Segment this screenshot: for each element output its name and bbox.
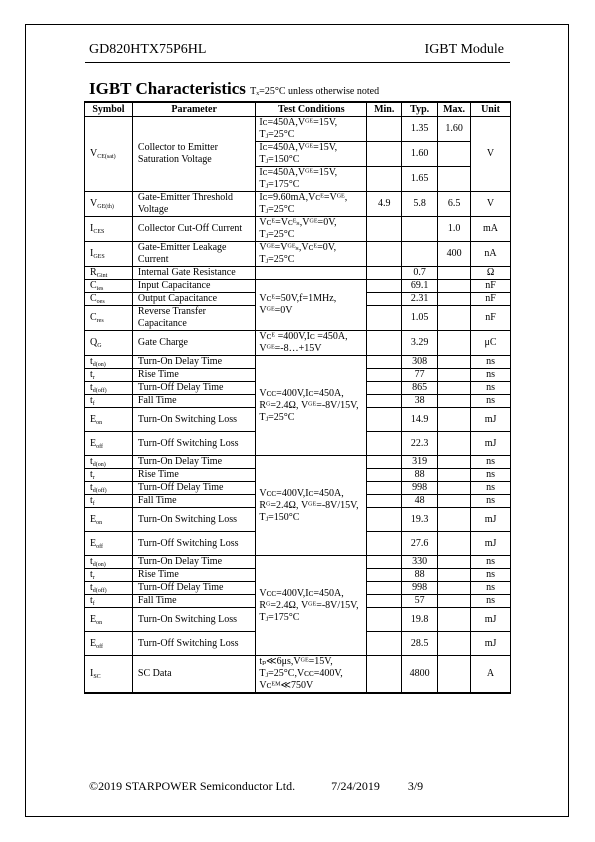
- typ-cell: 38: [402, 395, 438, 408]
- typ-cell: 330: [402, 556, 438, 569]
- table-row: [85, 356, 511, 369]
- unit-cell: ns: [471, 582, 511, 595]
- min-cell: [367, 569, 402, 582]
- min-cell: [367, 267, 402, 280]
- col-header: Min.: [367, 102, 402, 117]
- min-cell: [367, 306, 402, 331]
- section-note: Tₓ=25°C unless otherwise noted: [250, 86, 380, 97]
- unit-cell: A: [471, 656, 511, 694]
- typ-cell: 1.35: [402, 117, 438, 142]
- symbol-cell: $t_f$: [85, 495, 133, 508]
- unit-cell: ns: [471, 482, 511, 495]
- typ-cell: 2.31: [402, 293, 438, 306]
- unit-cell: μC: [471, 331, 511, 356]
- symbol-cell: $C_{oes}$: [85, 293, 133, 306]
- min-cell: [367, 469, 402, 482]
- min-cell: [367, 293, 402, 306]
- typ-cell: 308: [402, 356, 438, 369]
- table-row: [85, 280, 511, 293]
- max-cell: [438, 656, 471, 694]
- parameter-cell: Rise Time: [132, 469, 255, 482]
- parameter-cell: Fall Time: [132, 495, 255, 508]
- typ-cell: 19.8: [402, 608, 438, 632]
- max-cell: [438, 582, 471, 595]
- max-cell: [438, 356, 471, 369]
- max-cell: [438, 508, 471, 532]
- unit-cell: ns: [471, 382, 511, 395]
- table-row: [85, 267, 511, 280]
- symbol-cell: $I_{GES}$: [85, 242, 133, 267]
- max-cell: [438, 532, 471, 556]
- unit-cell: nF: [471, 306, 511, 331]
- typ-cell: 4800: [402, 656, 438, 694]
- unit-cell: ns: [471, 369, 511, 382]
- unit-cell: ns: [471, 569, 511, 582]
- max-cell: 6.5: [438, 192, 471, 217]
- min-cell: [367, 556, 402, 569]
- unit-cell: V: [471, 117, 511, 192]
- unit-cell: mJ: [471, 608, 511, 632]
- min-cell: [367, 595, 402, 608]
- min-cell: [367, 632, 402, 656]
- footer: [89, 779, 423, 794]
- copyright: ©2019 STARPOWER Semiconductor Ltd.: [89, 779, 296, 793]
- part-number: GD820HTX75P6HL: [89, 42, 207, 57]
- condition-cell: Vᴄᴄ=400V,Iᴄ=450A, Rᴳ=2.4Ω, Vᴳᴱ=-8V/15V, Tⱼ=175°C: [256, 556, 367, 656]
- parameter-cell: Input Capacitance: [132, 280, 255, 293]
- max-cell: [438, 556, 471, 569]
- parameter-cell: Gate-Emitter Leakage Current: [132, 242, 255, 267]
- max-cell: [438, 569, 471, 582]
- symbol-cell: $t_r$: [85, 369, 133, 382]
- parameter-cell: Fall Time: [132, 395, 255, 408]
- parameter-cell: Turn-Off Switching Loss: [132, 532, 255, 556]
- min-cell: [367, 608, 402, 632]
- max-cell: [438, 595, 471, 608]
- typ-cell: 998: [402, 482, 438, 495]
- min-cell: [367, 495, 402, 508]
- unit-cell: ns: [471, 356, 511, 369]
- max-cell: [438, 456, 471, 469]
- symbol-cell: $Q_G$: [85, 331, 133, 356]
- min-cell: [367, 117, 402, 142]
- symbol-cell: $t_{d(on)}$: [85, 556, 133, 569]
- unit-cell: V: [471, 192, 511, 217]
- table-body: [85, 117, 511, 694]
- symbol-cell: $t_f$: [85, 395, 133, 408]
- min-cell: [367, 369, 402, 382]
- condition-cell: [256, 267, 367, 280]
- symbol-cell: $t_f$: [85, 595, 133, 608]
- table-row: [85, 242, 511, 267]
- unit-cell: mJ: [471, 508, 511, 532]
- condition-cell: Vᴳᴱ=Vᴳᴱₛ,Vᴄᴱ=0V, Tⱼ=25°C: [256, 242, 367, 267]
- min-cell: [367, 582, 402, 595]
- unit-cell: ns: [471, 395, 511, 408]
- max-cell: [438, 331, 471, 356]
- typ-cell: 14.9: [402, 408, 438, 432]
- parameter-cell: Gate Charge: [132, 331, 255, 356]
- symbol-cell: $E_{on}$: [85, 508, 133, 532]
- section-title: [89, 79, 379, 99]
- min-cell: [367, 408, 402, 432]
- document-type: IGBT Module: [424, 42, 504, 57]
- unit-cell: ns: [471, 456, 511, 469]
- typ-cell: 27.6: [402, 532, 438, 556]
- parameter-cell: Rise Time: [132, 369, 255, 382]
- max-cell: [438, 369, 471, 382]
- min-cell: [367, 456, 402, 469]
- parameter-cell: Turn-On Switching Loss: [132, 608, 255, 632]
- symbol-cell: $E_{on}$: [85, 608, 133, 632]
- max-cell: 1.0: [438, 217, 471, 242]
- symbol-cell: $t_{d(on)}$: [85, 456, 133, 469]
- parameter-cell: Turn-On Delay Time: [132, 556, 255, 569]
- table-row: [85, 117, 511, 142]
- parameter-cell: Rise Time: [132, 569, 255, 582]
- parameter-cell: Fall Time: [132, 595, 255, 608]
- typ-cell: 48: [402, 495, 438, 508]
- min-cell: [367, 280, 402, 293]
- min-cell: [367, 656, 402, 694]
- min-cell: [367, 167, 402, 192]
- typ-cell: 22.3: [402, 432, 438, 456]
- table-row: [85, 331, 511, 356]
- typ-cell: 19.3: [402, 508, 438, 532]
- typ-cell: [402, 217, 438, 242]
- min-cell: [367, 242, 402, 267]
- symbol-cell: $t_r$: [85, 469, 133, 482]
- min-cell: [367, 482, 402, 495]
- parameter-cell: Reverse Transfer Capacitance: [132, 306, 255, 331]
- max-cell: 1.60: [438, 117, 471, 142]
- typ-cell: 5.8: [402, 192, 438, 217]
- symbol-cell: $C_{res}$: [85, 306, 133, 331]
- condition-cell: Iᴄ=450A,Vᴳᴱ=15V, Tⱼ=25°C: [256, 117, 367, 142]
- unit-cell: Ω: [471, 267, 511, 280]
- max-cell: [438, 280, 471, 293]
- table-row: [85, 556, 511, 569]
- parameter-cell: SC Data: [132, 656, 255, 694]
- parameter-cell: Gate-Emitter Threshold Voltage: [132, 192, 255, 217]
- unit-cell: nA: [471, 242, 511, 267]
- parameter-cell: Turn-Off Switching Loss: [132, 432, 255, 456]
- condition-cell: Vᴄᴱ=50V,f=1MHz, Vᴳᴱ=0V: [256, 280, 367, 331]
- max-cell: [438, 142, 471, 167]
- col-header: Parameter: [132, 102, 255, 117]
- col-header: Symbol: [85, 102, 133, 117]
- min-cell: [367, 217, 402, 242]
- condition-cell: Vᴄᴱ =400V,Iᴄ =450A, Vᴳᴱ=-8…+15V: [256, 331, 367, 356]
- unit-cell: ns: [471, 495, 511, 508]
- typ-cell: 57: [402, 595, 438, 608]
- footer-date: 7/24/2019: [331, 779, 380, 793]
- parameter-cell: Turn-On Switching Loss: [132, 408, 255, 432]
- symbol-cell: $E_{off}$: [85, 532, 133, 556]
- symbol-cell: $t_{d(on)}$: [85, 356, 133, 369]
- typ-cell: 1.60: [402, 142, 438, 167]
- typ-cell: 1.65: [402, 167, 438, 192]
- typ-cell: 88: [402, 569, 438, 582]
- max-cell: [438, 306, 471, 331]
- symbol-cell: $V_{GE(th)}$: [85, 192, 133, 217]
- min-cell: [367, 532, 402, 556]
- condition-cell: Vᴄᴄ=400V,Iᴄ=450A, Rᴳ=2.4Ω, Vᴳᴱ=-8V/15V, Tⱼ=150°C: [256, 456, 367, 556]
- unit-cell: mJ: [471, 632, 511, 656]
- max-cell: [438, 267, 471, 280]
- condition-cell: Iᴄ=450A,Vᴳᴱ=15V, Tⱼ=150°C: [256, 142, 367, 167]
- min-cell: [367, 432, 402, 456]
- parameter-cell: Turn-Off Delay Time: [132, 382, 255, 395]
- min-cell: [367, 356, 402, 369]
- typ-cell: 319: [402, 456, 438, 469]
- min-cell: [367, 331, 402, 356]
- col-header: Unit: [471, 102, 511, 117]
- igbt-characteristics-table: [84, 101, 511, 694]
- max-cell: 400: [438, 242, 471, 267]
- parameter-cell: Turn-On Delay Time: [132, 356, 255, 369]
- max-cell: [438, 382, 471, 395]
- min-cell: [367, 508, 402, 532]
- table-row: [85, 192, 511, 217]
- max-cell: [438, 608, 471, 632]
- max-cell: [438, 469, 471, 482]
- typ-cell: 1.05: [402, 306, 438, 331]
- symbol-cell: $t_{d(off)}$: [85, 482, 133, 495]
- min-cell: [367, 395, 402, 408]
- max-cell: [438, 408, 471, 432]
- unit-cell: mJ: [471, 532, 511, 556]
- condition-cell: Iᴄ=9.60mA,Vᴄᴱ=Vᴳᴱ, Tⱼ=25°C: [256, 192, 367, 217]
- parameter-cell: Turn-On Switching Loss: [132, 508, 255, 532]
- max-cell: [438, 432, 471, 456]
- col-header: Typ.: [402, 102, 438, 117]
- parameter-cell: Internal Gate Resistance: [132, 267, 255, 280]
- min-cell: 4.9: [367, 192, 402, 217]
- min-cell: [367, 142, 402, 167]
- symbol-cell: $I_{CES}$: [85, 217, 133, 242]
- page-number: 3/9: [407, 779, 424, 793]
- symbol-cell: $V_{CE(sat)}$: [85, 117, 133, 192]
- parameter-cell: Collector Cut-Off Current: [132, 217, 255, 242]
- parameter-cell: Output Capacitance: [132, 293, 255, 306]
- max-cell: [438, 482, 471, 495]
- typ-cell: 28.5: [402, 632, 438, 656]
- typ-cell: 0.7: [402, 267, 438, 280]
- table-row: [85, 456, 511, 469]
- condition-cell: tₚ≪6μs,Vᴳᴱ=15V, Tⱼ=25°C,Vᴄᴄ=400V, Vᴄᴱᴹ≪750V: [256, 656, 367, 694]
- symbol-cell: $C_{ies}$: [85, 280, 133, 293]
- parameter-cell: Turn-Off Switching Loss: [132, 632, 255, 656]
- symbol-cell: $E_{off}$: [85, 432, 133, 456]
- table-header-row: [85, 102, 511, 117]
- table-row: [85, 656, 511, 694]
- symbol-cell: $E_{off}$: [85, 632, 133, 656]
- unit-cell: ns: [471, 595, 511, 608]
- unit-cell: mA: [471, 217, 511, 242]
- section-title-text: IGBT Characteristics: [89, 79, 246, 98]
- condition-cell: Iᴄ=450A,Vᴳᴱ=15V, Tⱼ=175°C: [256, 167, 367, 192]
- condition-cell: Vᴄᴱ=Vᴄᴱₛ,Vᴳᴱ=0V, Tⱼ=25°C: [256, 217, 367, 242]
- typ-cell: 77: [402, 369, 438, 382]
- symbol-cell: $t_{d(off)}$: [85, 382, 133, 395]
- unit-cell: mJ: [471, 432, 511, 456]
- unit-cell: ns: [471, 469, 511, 482]
- parameter-cell: Turn-Off Delay Time: [132, 482, 255, 495]
- symbol-cell: $I_{SC}$: [85, 656, 133, 694]
- unit-cell: ns: [471, 556, 511, 569]
- min-cell: [367, 382, 402, 395]
- unit-cell: mJ: [471, 408, 511, 432]
- max-cell: [438, 495, 471, 508]
- unit-cell: nF: [471, 280, 511, 293]
- parameter-cell: Collector to Emitter Saturation Voltage: [132, 117, 255, 192]
- col-header: Max.: [438, 102, 471, 117]
- typ-cell: 3.29: [402, 331, 438, 356]
- max-cell: [438, 632, 471, 656]
- unit-cell: nF: [471, 293, 511, 306]
- max-cell: [438, 395, 471, 408]
- typ-cell: 998: [402, 582, 438, 595]
- typ-cell: 865: [402, 382, 438, 395]
- typ-cell: [402, 242, 438, 267]
- symbol-cell: $E_{on}$: [85, 408, 133, 432]
- header-rule: [85, 62, 510, 63]
- max-cell: [438, 293, 471, 306]
- parameter-cell: Turn-On Delay Time: [132, 456, 255, 469]
- symbol-cell: $t_{d(off)}$: [85, 582, 133, 595]
- symbol-cell: $t_r$: [85, 569, 133, 582]
- typ-cell: 88: [402, 469, 438, 482]
- symbol-cell: $R_{Gint}$: [85, 267, 133, 280]
- parameter-cell: Turn-Off Delay Time: [132, 582, 255, 595]
- typ-cell: 69.1: [402, 280, 438, 293]
- condition-cell: Vᴄᴄ=400V,Iᴄ=450A, Rᴳ=2.4Ω, Vᴳᴱ=-8V/15V, Tⱼ=25°C: [256, 356, 367, 456]
- col-header: Test Conditions: [256, 102, 367, 117]
- max-cell: [438, 167, 471, 192]
- table-row: [85, 217, 511, 242]
